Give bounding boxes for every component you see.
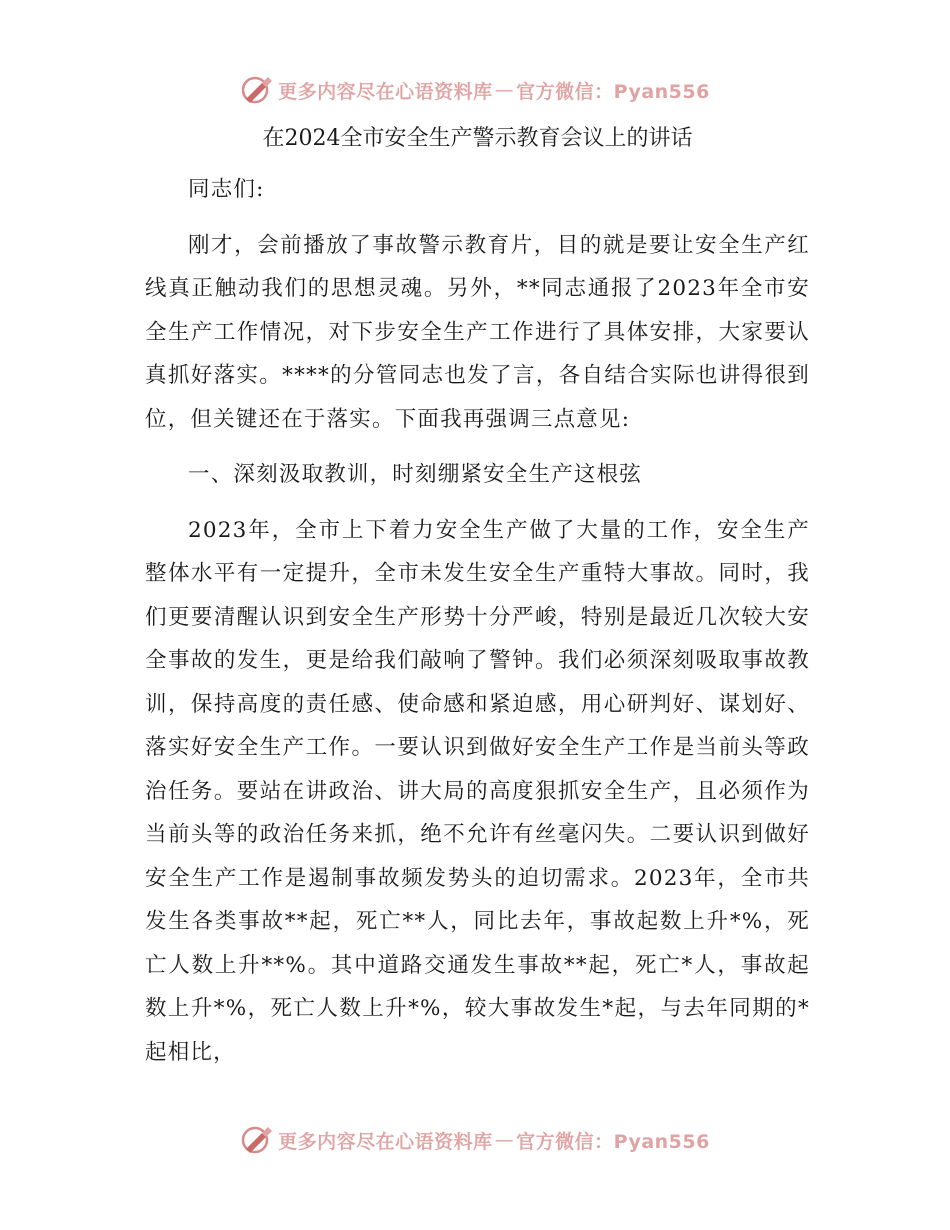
pen-logo-icon: [240, 75, 274, 105]
watermark-dash: —: [494, 1129, 515, 1151]
paragraph-section-1: 2023年，全市上下着力安全生产做了大量的工作，安全生产整体水平有一定提升，全市未发生安全生产重特大事故。同时，我们更要清醒认识到安全生产形势十分严峻，特别是最近几次较大安全事故的发生，更是给我们敲响了警钟。我们必须深刻吸取事故教训，保持高度的责任感、使命感和紧迫感，用心研判好、谋划好、落实好安全生产工作。一要认识到做好安全生产工作是当前头等政治任务。要站在讲政治、讲大局的高度狠抓安全生产，且必须作为当前头等的政治任务来抓，绝不允许有丝毫闪失。二要认识到做好安全生产工作是遏制事故频发势头的迫切需求。2023年，全市共发生各类事故**起，死亡**人，同比去年，事故起数上升*%，死亡人数上升**%。其中道路交通发生事故**起，死亡*人，事故起数上升*%，死亡人数上升*%，较大事故发生*起，与去年同期的*起相比，: [145, 517, 810, 1065]
watermark-contact: 官方微信：Pyan556: [516, 80, 710, 103]
document-title: 在2024全市安全生产警示教育会议上的讲话: [262, 126, 693, 151]
watermark-text: 更多内容尽在心语资料库: [278, 1130, 493, 1153]
section-heading-1: 一、深刻汲取教训，时刻绷紧安全生产这根弦: [188, 462, 643, 487]
watermark-dash: —: [494, 79, 515, 101]
document-body: [145, 118, 810, 1065]
footer-watermark: [0, 1120, 950, 1160]
header-watermark: [0, 70, 950, 110]
watermark-text: 更多内容尽在心语资料库: [278, 80, 493, 103]
pen-logo-icon: [240, 1125, 274, 1155]
salutation: 同志们:: [188, 177, 265, 202]
watermark-contact: 官方微信：Pyan556: [516, 1130, 710, 1153]
paragraph-intro: 刚才，会前播放了事故警示教育片，目的就是要让安全生产红线真正触动我们的思想灵魂。另外，**同志通报了2023年全市安全生产工作情况，对下步安全生产工作进行了具体安排，大家要认真抓好落实。****的分管同志也发了言，各自结合实际也讲得很到位，但关键还在于落实。下面我再强调三点意见:: [145, 232, 810, 432]
